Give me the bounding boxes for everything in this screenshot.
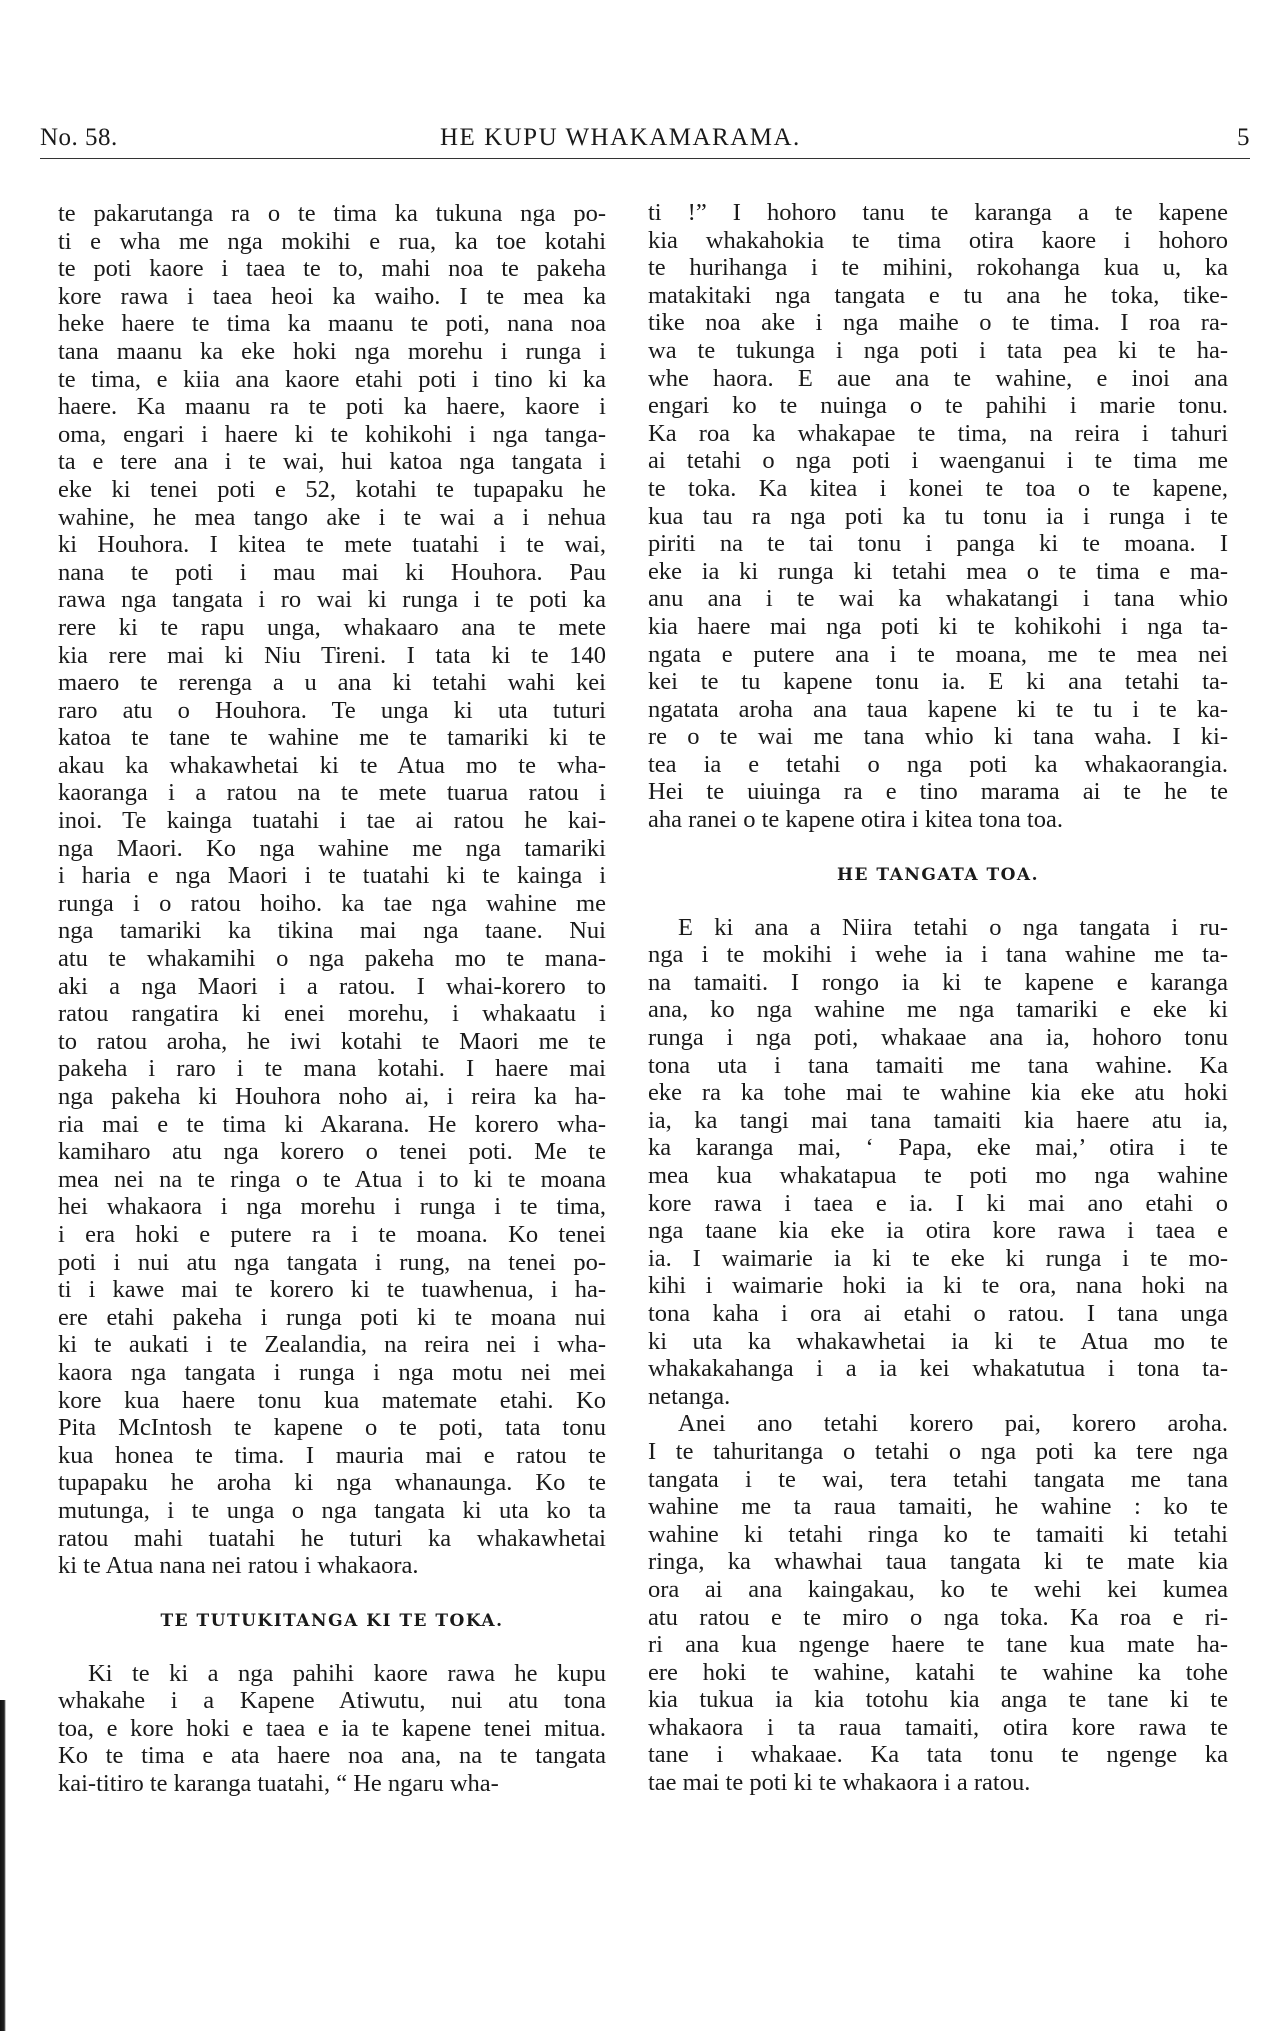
text-line: oma, engari i haere ki te kohikohi i nga tanga- (58, 420, 606, 448)
text-line: engari ko te nuinga o te pahihi i marie tonu. (648, 392, 1228, 420)
text-line: wahine ki tetahi ringa ko te tamaiti ki tetahi (648, 1520, 1228, 1548)
text-line: to ratou aroha, he iwi kotahi te Maori me te (58, 1027, 606, 1055)
section-heading-tangata-toa: HE TANGATA TOA. (836, 864, 1040, 885)
text-line: ki te Atua nana nei ratou i whakaora. (58, 1552, 419, 1580)
text-line: katoa te tane te wahine me te tamariki ki te (58, 724, 606, 752)
text-line: kia haere mai nga poti ki te kohikohi i nga ta- (648, 612, 1228, 640)
issue-number: No. 58. (40, 124, 118, 151)
text-line: tea ia e tetahi o nga poti ka whakaorangia. (648, 750, 1228, 778)
left-paragraph-1 (58, 200, 606, 1580)
text-line: haere. Ka maanu ra te poti ka haere, kaore i (58, 393, 606, 421)
text-line: whe haora. E aue ana te wahine, e inoi ana (648, 364, 1228, 392)
text-line: eke ki tenei poti e 52, kotahi te tupapaku he (58, 475, 606, 503)
text-line: ngata e putere ana i te moana, me te mea nei (648, 640, 1228, 668)
text-line: tangata i te wai, tera tetahi tangata me tana (648, 1465, 1228, 1493)
text-line: na tamaiti. I rongo ia ki te kapene e karanga (648, 968, 1228, 996)
text-line: Hei te uiuinga ra e tino marama ai te he te (648, 778, 1228, 806)
text-line: ere etahi pakeha i runga poti ki te moana nui (58, 1303, 606, 1331)
text-line: kai-titiro te karanga tuatahi, “ He ngaru wha- (58, 1770, 499, 1798)
text-line: tike noa ake i nga maihe o te tima. I roa ra- (648, 309, 1228, 337)
right-column (648, 199, 1228, 1797)
text-line: ti e wha me nga mokihi e rua, ka toe kotahi (58, 227, 606, 255)
text-line: tane i whakaae. Ka tata tonu te ngenge ka (648, 1741, 1228, 1769)
text-line: ki Houhora. I kitea te mete tuatahi i te wai, (58, 531, 606, 559)
text-line: ana, ko nga wahine me nga tamariki e eke ki (648, 996, 1228, 1024)
text-line: ere hoki te wahine, katahi te wahine ka tohe (648, 1658, 1228, 1686)
text-line: ta e tere ana i te wai, hui katoa nga tangata i (58, 448, 606, 476)
text-line: E ki ana a Niira tetahi o nga tangata i ru- (678, 913, 1228, 941)
text-line: kia rere mai ki Niu Tireni. I tata ki te 140 (58, 641, 606, 669)
text-line: ti !” I hohoro tanu te karanga a te kapene (648, 199, 1228, 226)
text-line: nga Maori. Ko nga wahine me nga tamariki (58, 834, 606, 862)
header-rule (40, 158, 1250, 159)
text-line: kore kua haere tonu kua matemate etahi. Ko (58, 1386, 606, 1414)
left-paragraph-2 (58, 1660, 606, 1798)
text-line: rawa nga tangata i ro wai ki runga i te poti ka (58, 586, 606, 614)
text-line: te pakarutanga ra o te tima ka tukuna nga po- (58, 200, 606, 227)
text-line: kei te tu kapene tonu ia. E ki ana tetahi ta- (648, 668, 1228, 696)
text-line: anu ana i te wai ka whakatangi i tana whio (648, 585, 1228, 613)
text-line: eke ia ki runga ki tetahi mea o te tima e ma- (648, 557, 1228, 585)
text-line: kihi i waimarie hoki ia ki te ora, nana hoki na (648, 1272, 1228, 1300)
text-line: ia, ka tangi mai tana tamaiti kia haere atu ia, (648, 1106, 1228, 1134)
text-line: kia whakahokia te tima otira kaore i hohoro (648, 226, 1228, 254)
text-line: nana te poti i mau mai ki Houhora. Pau (58, 558, 606, 586)
text-line: whakakahanga i a ia kei whakatutua i tona ta- (648, 1355, 1228, 1383)
text-line: Pita McIntosh te kapene o te poti, tata tonu (58, 1414, 606, 1442)
text-line: whakahe i a Kapene Atiwutu, nui atu tona (58, 1687, 606, 1715)
text-line: i haria e nga Maori i te tuatahi ki te kainga i (58, 862, 606, 890)
text-line: mutunga, i te unga o nga tangata ki uta ko ta (58, 1496, 606, 1524)
text-line: ia. I waimarie ia ki te eke ki runga i te mo- (648, 1244, 1228, 1272)
text-line: aki a nga Maori i a ratou. I whai-korero to (58, 972, 606, 1000)
text-line: netanga. (648, 1382, 731, 1410)
text-line: wa te tukunga i nga poti i tata pea ki te ha- (648, 336, 1228, 364)
text-line: kaora nga tangata i runga i nga motu nei mei (58, 1358, 606, 1386)
text-line: nga pakeha ki Houhora noho ai, i reira ka ha- (58, 1083, 606, 1110)
text-line: aha ranei o te kapene otira i kitea tona toa. (648, 806, 1063, 834)
left-column (58, 200, 606, 1798)
text-line: poti i nui atu nga tangata i rung, na tenei po- (58, 1248, 606, 1276)
text-line: inoi. Te kainga tuatahi i tae ai ratou he kai- (58, 807, 606, 835)
text-line: mea kua whakatapua te poti mo nga wahine (648, 1162, 1228, 1189)
text-line: re o te wai me tana whio ki tana waha. I ki- (648, 723, 1228, 751)
text-line: wahine, he mea tango ake i te wai a i nehua (58, 503, 606, 531)
text-line: Ko te tima e ata haere noa ana, na te tangata (58, 1742, 606, 1770)
text-line: te tima, e kiia ana kaore etahi poti i tino ki ka (58, 365, 606, 393)
section-heading-tutukitanga: TE TUTUKITANGA KI TE TOKA. (160, 1610, 504, 1631)
text-line: ratou mahi tuatahi he tuturi ka whakawhetai (58, 1524, 606, 1552)
text-line: wahine me ta raua tamaiti, he wahine : ko te (648, 1493, 1228, 1521)
text-line: tae mai te poti ki te whakaora i a ratou. (648, 1769, 1031, 1797)
text-line: tana maanu ka eke hoki nga morehu i runga i (58, 337, 606, 365)
text-line: tona kaha i ora ai etahi o ratou. I tana unga (648, 1299, 1228, 1327)
text-line: eke ra ka tohe mai te wahine kia eke atu hoki (648, 1079, 1228, 1107)
text-line: piriti na te tai tonu i panga ki te moana. I (648, 530, 1228, 558)
text-line: matakitaki nga tangata e tu ana he toka, tike- (648, 281, 1228, 309)
text-line: raro atu o Houhora. Te unga ki uta tuturi (58, 696, 606, 724)
text-line: runga i nga poti, whakaae ana ia, hohoro tonu (648, 1024, 1228, 1052)
text-line: ki te aukati i te Zealandia, na reira nei i wha- (58, 1331, 606, 1359)
text-line: maero te rerenga a u ana ki tetahi wahi kei (58, 669, 606, 697)
text-line: atu ratou e te miro o nga toka. Ka roa e ri- (648, 1603, 1228, 1631)
text-line: te toka. Ka kitea i konei te toa o te kapene, (648, 474, 1228, 502)
text-line: Ka roa ka whakapae te tima, na reira i tahuri (648, 419, 1228, 447)
text-line: ki uta ka whakawhetai ia ki te Atua mo te (648, 1327, 1228, 1355)
text-line: akau ka whakawhetai ki te Atua mo te wha- (58, 751, 606, 779)
text-line: ka karanga mai, ‘ Papa, eke mai,’ otira i te (648, 1134, 1228, 1162)
text-line: atu te whakamihi o nga pakeha mo te mana- (58, 945, 606, 973)
text-line: toa, e kore hoki e taea e ia te kapene tenei mitua. (58, 1714, 606, 1742)
text-line: ora ai ana kaingakau, ko te wehi kei kumea (648, 1575, 1228, 1603)
text-line: runga i o ratou hoiho. ka tae nga wahine me (58, 889, 606, 917)
text-line: kia tukua ia kia totohu kia anga te tane ki te (648, 1686, 1228, 1714)
text-line: ngatata aroha ana taua kapene ki te tu i te ka- (648, 695, 1228, 723)
text-line: pakeha i raro i te mana kotahi. I haere mai (58, 1055, 606, 1083)
text-line: ratou rangatira ki enei morehu, i whakaatu i (58, 1000, 606, 1028)
text-line: kore rawa i taea e ia. I ki mai ano etahi o (648, 1189, 1228, 1217)
text-line: kore rawa i taea heoi ka waiho. I te mea ka (58, 282, 606, 310)
text-line: ringa, ka whawhai taua tangata ki te mate kia (648, 1548, 1228, 1576)
text-line: ri ana kua ngenge haere te tane kua mate ha- (648, 1631, 1228, 1659)
text-line: i era hoki e putere ra i te moana. Ko tenei (58, 1220, 606, 1248)
text-line: nga taane kia eke ia otira kore rawa i taea e (648, 1217, 1228, 1245)
running-title: HE KUPU WHAKAMARAMA. (440, 124, 801, 151)
text-line: ai tetahi o nga poti i waenganui i te tima me (648, 447, 1228, 475)
text-line: kaoranga i a ratou na te mete tuarua ratou i (58, 779, 606, 807)
text-line: te poti kaore i taea te to, mahi noa te pakeha (58, 255, 606, 283)
text-line: te hurihanga i te mihini, rokohanga kua u, ka (648, 254, 1228, 282)
text-line: ria mai e te tima ki Akarana. He korero wha- (58, 1110, 606, 1138)
text-line: rere ki te rapu unga, whakaaro ana te mete (58, 613, 606, 641)
text-line: nga i te mokihi i wehe ia i tana wahine me ta- (648, 941, 1228, 969)
text-line: kua honea te tima. I mauria mai e ratou te (58, 1441, 606, 1469)
text-line: whakaora i ta raua tamaiti, otira kore rawa te (648, 1713, 1228, 1741)
page-header (40, 118, 1250, 158)
right-paragraph-1 (648, 199, 1228, 834)
text-line: hei whakaora i nga morehu i runga i te tima, (58, 1193, 606, 1221)
text-line: I te tahuritanga o tetahi o nga poti ka tere nga (648, 1437, 1228, 1465)
text-line: tupapaku he aroha ki nga whanaunga. Ko te (58, 1469, 606, 1497)
scan-binding-edge (0, 1700, 6, 2031)
text-line: tona uta i tana tamaiti me tana wahine. Ka (648, 1051, 1228, 1079)
text-line: heke haere te tima ka maanu te poti, nana noa (58, 310, 606, 338)
page-number: 5 (1237, 124, 1250, 151)
text-line: ti i kawe mai te korero ki te tuawhenua, i ha- (58, 1276, 606, 1304)
text-line: kamiharo atu nga korero o tenei poti. Me te (58, 1138, 606, 1166)
text-line: kua tau ra nga poti ka tu tonu ia i runga i te (648, 502, 1228, 530)
text-line: mea nei na te ringa o te Atua i to ki te moana (58, 1165, 606, 1193)
right-paragraph-3 (648, 1410, 1228, 1796)
right-paragraph-2 (648, 914, 1228, 1411)
text-line: Ki te ki a nga pahihi kaore rawa he kupu (88, 1659, 606, 1687)
text-line: nga tamariki ka tikina mai nga taane. Nui (58, 917, 606, 945)
text-line: Anei ano tetahi korero pai, korero aroha. (678, 1410, 1228, 1438)
